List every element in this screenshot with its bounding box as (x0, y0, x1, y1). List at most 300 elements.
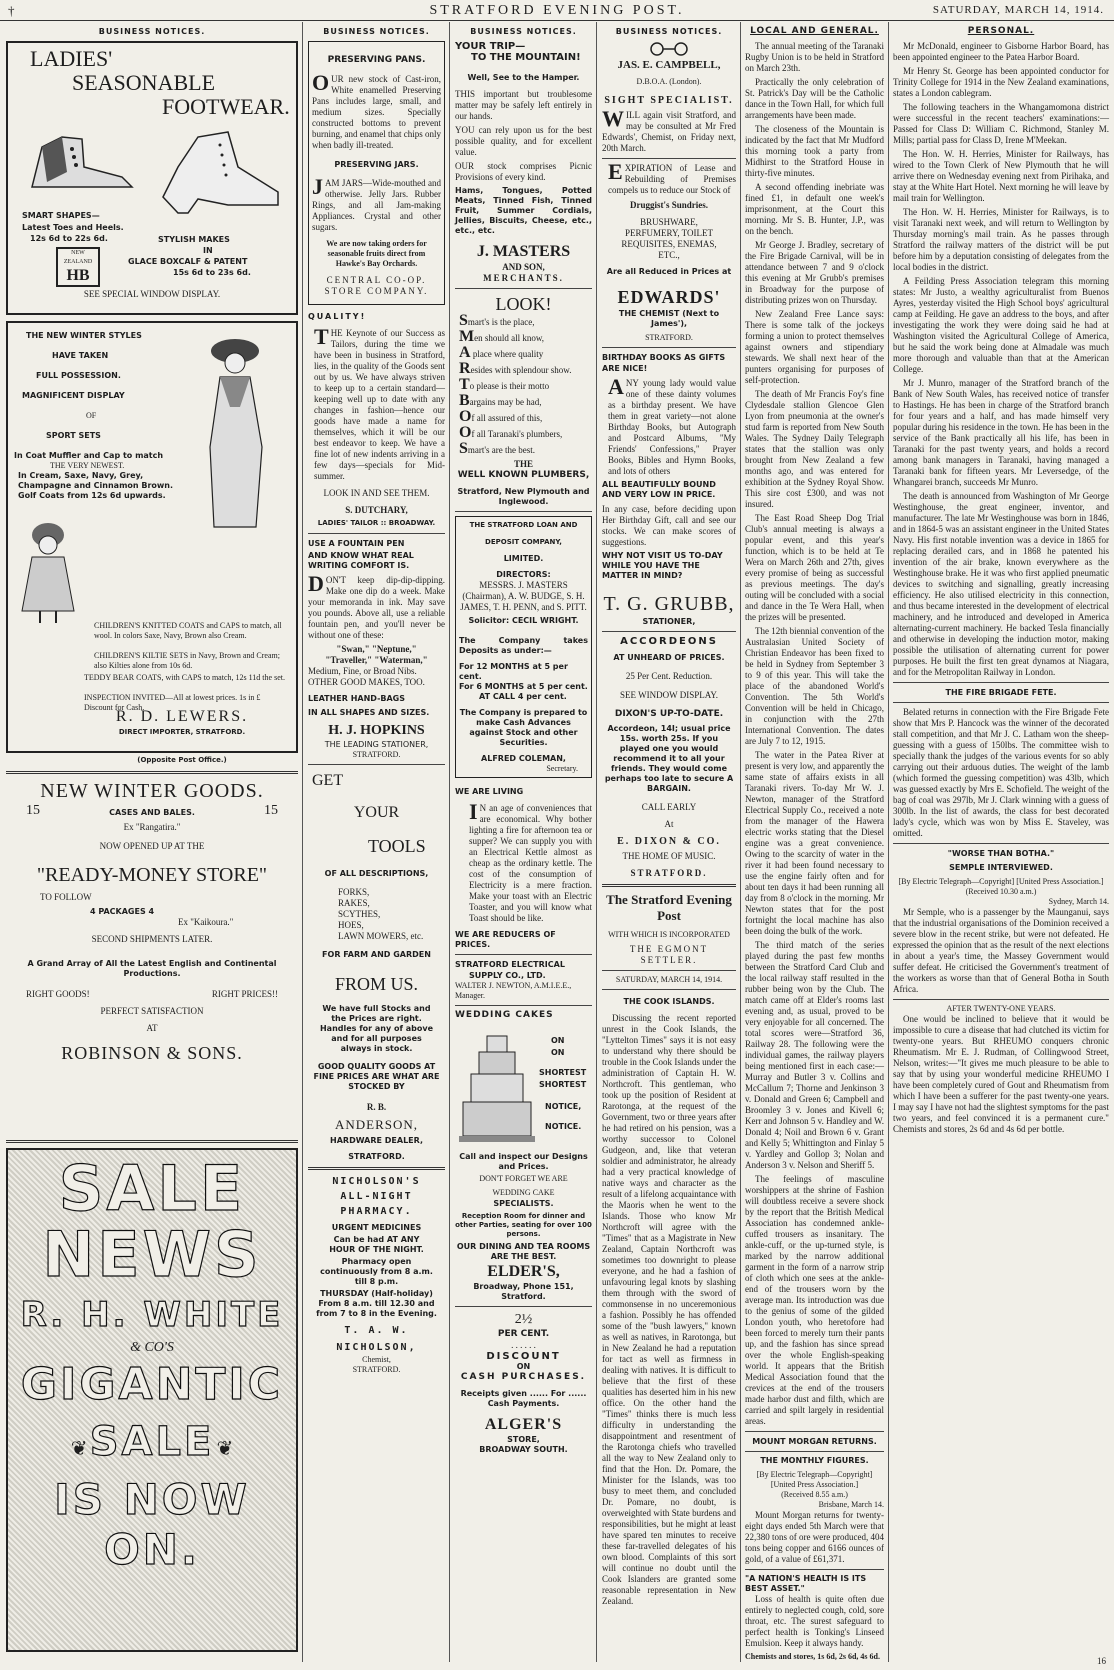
column-rule (888, 22, 889, 1662)
quality-body: THE Keynote of our Success as Tailors, during the time we have been in business in Stratford, lies, in the quality of the Goods sent out by us. We have always striven to keep up to a certain standard—keeping well up to date with any changes in fashion—hence our goods have made a name for themselves, which it will be our best endeavor to keep. We have a fine lot of new indents arriving in a few days—specials for Mid-summer. (314, 324, 445, 481)
lewers-importer: DIRECT IMPORTER, STRATFORD. (118, 728, 246, 736)
bags-sub: IN ALL SHAPES AND SIZES. (308, 708, 430, 717)
divider (893, 682, 1109, 683)
cake-illustration (457, 1026, 537, 1146)
masters-name: J. MASTERS (476, 243, 571, 260)
dutchary-ad (308, 311, 445, 529)
nicholson-title-3: PHARMACY. (340, 1206, 413, 1217)
birthday-title: BIRTHDAY BOOKS AS GIFTS ARE NICE! (602, 353, 726, 373)
reception-room: Reception Room for dinner and other Parties, seating for over 100 persons. (455, 1212, 592, 1238)
paper-incorporated: WITH WHICH IS INCORPORATED (608, 930, 730, 939)
section-header: BUSINESS NOTICES. (323, 27, 430, 36)
urgent-medicines: URGENT MEDICINES (331, 1223, 422, 1232)
electrical-title-1: STRATFORD ELECTRICAL (455, 960, 565, 969)
rely-para: YOU can rely upon us for the best possible quality, and for excellent value. (455, 125, 592, 157)
section-header: BUSINESS NOTICES. (615, 27, 723, 36)
can-be-had: Can be had AT ANY HOUR OF THE NIGHT. (329, 1235, 424, 1254)
cake-on-2: ON (551, 1048, 565, 1057)
glace-patent: GLACE BOXCALF & PATENT (128, 257, 248, 266)
issue-date: SATURDAY, MARCH 14, 1914. (932, 4, 1104, 16)
ex-kaikoura: Ex "Kaikoura." (178, 917, 234, 927)
local-para: A second offending inebriate was fined £1, in default one week's imprisonment, at the Court this morning. Mr S. B. Hunter, J.P., was on the bench. (745, 182, 884, 236)
ex-rangatira: Ex "Rangatira." (123, 822, 181, 832)
divider (893, 843, 1109, 844)
look-in: LOOK IN AND SEE THEM. (323, 488, 430, 498)
local-para: The third match of the series played during the past few months between the Stratford Card Club and the local railway staff resulted in the rubber being won by the Club. The match came off at Elder's rooms last evening and, as usual, proved to be very enjoyable for all concerned. The total scores were—Stratford 36, Railway 28. The following were the individual games, the railway players being mentioned first in each case:—Murray and Butler 3 v. Collins and McCallum 7; Thorne and Jenkinson 3 v. Donald and Green 6; Campbell and Broomley 3 v. Jones and Kivell 6; Kerr and Johnson 5 v. Handley and W. Donald 4; Noil and Brown 6 v. Grant and Kelly 5; Whittington and Finlay 5 v. Yardley and Gollop 3; Nolan and Anderson 3 v. Nelson and Sheriff 5. (745, 940, 884, 1170)
look-title: LOOK! (495, 294, 552, 314)
grubb-name: T. G. GRUBB, (603, 593, 735, 615)
column-rule (302, 22, 303, 1662)
divider (455, 1306, 592, 1307)
loan-limited: LIMITED. (503, 554, 544, 563)
in-any-case: In any case, before deciding upon Her Birthday Gift, call and see our stocks. We can make scores of suggestions. (602, 504, 736, 547)
electrical-manager: WALTER J. NEWTON, A.M.I.E.E., Manager. (455, 981, 572, 1000)
sale-word-3-row (8, 1419, 296, 1465)
loan-twelve: For 12 MONTHS at 5 per cent. (459, 662, 568, 681)
loan-deposits: The Company takes Deposits as under:— (459, 636, 588, 655)
hopkins-name: H. J. HOPKINS (328, 723, 425, 738)
farm-garden: FOR FARM AND GARDEN (322, 950, 431, 959)
descriptions: OF ALL DESCRIPTIONS, (324, 869, 429, 878)
acrostic-line: Men should all know, (459, 328, 545, 345)
cake-specialists-1: WEDDING CAKE (492, 1188, 555, 1197)
glace-price: 15s 6d to 23s 6d. (173, 268, 251, 277)
hardware-dealer: HARDWARE DEALER, (330, 1136, 423, 1145)
right-row (26, 989, 278, 1000)
sale-now-on: IS NOW ON. (54, 1475, 250, 1574)
morgan-place: Brisbane, March 14. (818, 1500, 884, 1509)
morgan-received: (Received 8.55 a.m.) (781, 1490, 848, 1499)
acrostic-line: Smart's are the best. (459, 440, 536, 457)
winter-l11: Golf Coats from 12s 6d upwards. (18, 491, 166, 500)
cases-bales: CASES AND BALES. (109, 808, 195, 817)
badge-logo-icon: HB (66, 267, 90, 284)
orders-note: We are now taking orders for seasonable fruits direct from Hawke's Bay Orchards. (326, 239, 427, 268)
morgan-title: MOUNT MORGAN RETURNS. (752, 1437, 877, 1446)
call-early: CALL EARLY (641, 802, 697, 812)
footwear-ad (6, 41, 298, 315)
masters-merchants: MERCHANTS. (483, 273, 564, 283)
pen-sub: AND KNOW WHAT REAL WRITING COMFORT IS. (308, 551, 414, 570)
grubb-stationer: STATIONER, (642, 617, 696, 626)
elders-address: Broadway, Phone 151, Stratford. (473, 1282, 574, 1301)
alger-name: ALGER'S (484, 1416, 563, 1433)
winter-l2: HAVE TAKEN (52, 351, 109, 360)
divider (745, 1451, 884, 1452)
pharmacy-open: Pharmacy open continuously from 8 a.m. till 8 p.m. (320, 1257, 433, 1286)
local-para: The water in the Patea River at present is very low, and apparently the same state of affairs exists in all Taranaki rivers. To-day Mr W. J. Newton, manager of the Stratford Electrical Supply Co., received a note from the manager of the Hawera electric works stating that the Diesel engine was a great convenience. Owing to the scarcity of water in the river it had been found necessary to use the engine fairly often and for about ten days it had been running all day from 8 o'clock in the morning. Mr Newton states that for the post fortnight the local machine has also been doing the bulk of the work. (745, 750, 884, 936)
right-goods: RIGHT GOODS! (26, 989, 90, 999)
masters-son: AND SON, (502, 262, 545, 272)
robinson-ad (6, 779, 298, 1135)
perfect-satisfaction: PERFECT SATISFACTION (100, 1006, 204, 1016)
winter-l5: OF (86, 411, 97, 420)
campbell-dboa: D.B.O.A. (London). (636, 77, 702, 86)
why-not-visit: WHY NOT VISIT US TO-DAY WHILE YOU HAVE THE MATTER IN MIND? (602, 551, 723, 580)
sight-specialist: SIGHT SPECIALIST. (604, 95, 734, 106)
divider (6, 1140, 298, 1143)
bags-title: LEATHER HAND-BAGS (308, 694, 406, 703)
cook-title: THE COOK ISLANDS. (623, 997, 715, 1006)
cases-row (26, 805, 278, 818)
section-header: LOCAL AND GENERAL. (750, 26, 879, 36)
sale-gigantic: GIGANTIC (20, 1359, 284, 1410)
beautifully-bound: ALL BEAUTIFULLY BOUND AND VERY LOW IN PRICE. (602, 480, 716, 499)
divider (455, 288, 592, 289)
fete-body: Belated returns in connection with the Fire Brigade Fete show that Mrs P. Hancock was the winner of the decorated stall competition, and that Mr J. C. Latham won the sheep-guessing with a guess of 150lbs. The committee wish to specially thank the judges of the various events for so ably carrying out their arduous duties. The weight of the lamb (which formed the guessing competition) was 43lb, which was guessed exactly by Mrs E. Schofield. The weight of the bag of coal was 297lb, Mr J. Clark winning with a guess of 300lb. In the list of awards, the class for best decorated lady's cycle, which was won by Miss E. Staveley, was omitted. (893, 707, 1109, 838)
personal-para: Mr J. Munro, manager of the Stratford branch of the Bank of New South Wales, has received notice of transfer to Hastings. He has been in charge of the Stratford branch for four years and a half, and has made himself very popular during his residence in the town. He has been in the service of the Bank practically all his life, has been in Taranaki for the past twenty years, and holds a record among bank managers in Taranaki, having managed a Taranaki bank for fifteen years. Mr Leversedge, of the Whangarei branch, succeeds Mr Munro. (893, 378, 1109, 487)
cases-count-left: 15 (26, 803, 40, 818)
unheard-prices: AT UNHEARD OF PRICES. (613, 653, 725, 662)
local-para: The annual meeting of the Taranaki Rugby Union is to be held in Stratford on March 23th. (745, 41, 884, 73)
sale-word-1: SALE (58, 1152, 246, 1225)
lewers-name: R. D. LEWERS. (115, 708, 249, 725)
botha-byline: [By Electric Telegraph—Copyright] [United Press Association.] (898, 877, 1104, 886)
acrostic-line: To please is their motto (459, 376, 550, 393)
anderson-name: ANDERSON, (334, 1117, 419, 1132)
pen-title: USE A FOUNTAIN PEN (308, 539, 405, 548)
spectacles-icon (602, 41, 736, 60)
anderson-initials: R. B. (366, 1102, 387, 1112)
director-list: MESSRS. J. MASTERS (Chairman), A. W. BUDGE, S. H. JAMES, T. H. PENN, and S. PITT. (460, 580, 587, 612)
druggist-sundries: Druggist's Sundries. (629, 200, 709, 210)
footwear-title-1: LADIES' (30, 46, 113, 71)
divider (893, 702, 1109, 703)
divider (455, 1005, 592, 1006)
central-co-op: CENTRAL CO-OP. STORE COMPANY. (324, 275, 429, 296)
discount-word: DISCOUNT (486, 1351, 561, 1362)
campbell-ad (602, 41, 736, 154)
boot-illustration (22, 127, 142, 197)
winter-l9: In Cream, Saxe, Navy, Grey, (18, 471, 144, 480)
cash-purchases: CASH PURCHASES. (460, 1372, 587, 1382)
elders-name: ELDER'S, (487, 1263, 560, 1280)
alger-address: BROADWAY SOUTH. (479, 1445, 568, 1454)
acrostic-line: Bargains may be had, (459, 392, 542, 409)
nz-badge-text: NEW ZEALAND (63, 250, 93, 265)
pen-body: DON'T keep dip-dip-dipping. Make one dip do a week. Make your memoranda in ink. May save you pounds. Above all, use a reliable fountain pen, and you'll never be without one of these: (308, 571, 445, 640)
acrostic-line: Smart's is the place, (459, 312, 535, 329)
cake-notice-1: NOTICE, (545, 1102, 582, 1111)
botha-sub: SEMPLE INTERVIEWED. (949, 863, 1053, 872)
shoe-illustration (158, 127, 288, 217)
elders-ad (455, 1010, 592, 1242)
sale-ad (6, 1148, 298, 1652)
divider (455, 954, 592, 955)
stylish-makes: STYLISH MAKES (158, 235, 230, 244)
acrostic (459, 312, 592, 457)
divider (308, 533, 445, 534)
winter-l4: MAGNIFICENT DISPLAY (22, 391, 125, 400)
local-para: The death of Mr Francis Foy's fine Clydesdale stallion Glencoe Glen Lyon from pneumonia at the owner's stud farm is reported from New South Wales. The Sydney Daily Telegraph states that the stallion was only brought from New Zealand a few months ago, and was entered for exhibition at the Sydney Royal Show. This sire cost £300, and was not insured. (745, 389, 884, 509)
receipts-given: Receipts given ...... For ...... Cash Payments. (460, 1389, 587, 1408)
loan-coleman: ALFRED COLEMAN, (481, 754, 566, 763)
fete-title: THE FIRE BRIGADE FETE. (945, 688, 1057, 697)
cake-on-1: ON (551, 1036, 565, 1045)
divider (602, 347, 736, 348)
from-us: FROM US. (334, 974, 419, 994)
column-4 (602, 24, 736, 1644)
loan-advances: The Company is prepared to make Cash Advances against Stock and other Securities. (459, 708, 588, 747)
loan-title-2: DEPOSIT COMPANY, (485, 538, 562, 546)
discount-on: ON (516, 1362, 531, 1371)
personal-para: A Feilding Press Association telegram this morning states: Mr Justo, a wealthy agriculturalist from Buenos Ayres, yesterday visited the High School boys' agricultural camp at Feilding. He gave an address to the boys, and after investigating the work they were doing said he had at Washington visited the Agricultural College of America, but he said the work being done at Almadale was much more thorough and valuable than that at the American College. (893, 276, 1109, 374)
full-stocks: We have full Stocks and the Prices are right. Handles for any of above and for all purposes always in stock. (319, 1004, 434, 1053)
paper-nameplate (602, 892, 736, 990)
plumbers-the: THE (513, 459, 533, 469)
campbell-name: JAS. E. CAMPBELL, (617, 59, 721, 71)
local-para: New Zealand Free Lance says: There is some talk of the jockeys forming a union to protect themselves against owners and stipendiary stewards. We shall next hear of the punters organising for purposes of self-protection. (745, 309, 884, 385)
lewers-opposite: (Opposite Post Office.) (137, 756, 227, 764)
hopkins-stationer: THE LEADING STATIONER, (324, 740, 429, 749)
new-winter-goods: NEW WINTER GOODS. (40, 780, 264, 802)
botha-received: (Received 10.30 a.m.) (965, 887, 1037, 896)
cake-notice-2: NOTICE. (545, 1122, 582, 1131)
loan-ad (455, 516, 592, 778)
loan-solicitor: Solicitor: CECIL WRIGHT. (468, 616, 579, 625)
health-price: Chemists and stores, 1s 6d, 2s 6d, 4s 6d. (745, 1652, 880, 1661)
teddy-coats: TEDDY BEAR COATS, with CAPS to match, 12s 11d the set. (84, 673, 285, 682)
smart-shapes: SMART SHAPES— (22, 211, 100, 220)
local-para: The 12th biennial convention of the Australasian United Society of Christian Endeavor has been fixed to be held in Sydney from September 3 to 9 of this year. This will take the place of the abandoned World's Convention. The 5th World's Convention will be held in Chicago, in conjunction with the 27th International Convention. The dates are July 7 to 12, 1915. (745, 626, 884, 746)
provisions-list: Hams, Tongues, Potted Meats, Tinned Fish, Tinned Fruit, Summer Cordials, Jellies, Biscuits, Cheese, etc., etc., etc. (455, 186, 592, 235)
trip-title-2: TO THE MOUNTAIN! (471, 52, 581, 63)
get-word: GET (312, 772, 344, 789)
morgan-body: Mount Morgan returns for twenty-eight days ended 5th March were that 22,380 tons of ore were produced, 404 tons being copper and 6166 ounces of gold, of a value of £61,371. (745, 1510, 884, 1564)
hopkins-ad (308, 538, 445, 760)
tool-list (338, 887, 445, 942)
home-of-music: THE HOME OF MUSIC. (622, 851, 716, 861)
nicholson-chemist: Chemist, (362, 1355, 391, 1364)
tool-item: SCYTHES, (338, 909, 381, 919)
local-para: Practically the only celebration of St. Patrick's Day will be the Catholic dance in the Town Hall, for which full arrangements have been made. (745, 77, 884, 120)
anderson-ad (308, 771, 445, 1162)
nz-badge (56, 247, 100, 287)
trip-title-1: YOUR TRIP— (455, 41, 526, 52)
masthead-mark: † (8, 3, 15, 18)
column-6 (893, 24, 1109, 1644)
pen-other: OTHER GOOD MAKES, TOO. (308, 677, 425, 687)
birthday-body: ANY young lady would value one of these dainty volumes as a birthday present. We have them in great variety—not alone Birthday Books, but Autograph and Postcard Albums, "My Friends' Confessions," Prayer Books, Bibles and Hymn Books, and lots of others (608, 374, 736, 476)
paper-title: The Stratford Evening Post (606, 892, 732, 923)
to-follow: TO FOLLOW (40, 892, 92, 902)
winter-l8: THE VERY NEWEST. (50, 461, 125, 470)
lewers-ad (6, 321, 298, 753)
reduced-prices: Are all Reduced in Prices at (606, 267, 732, 276)
morgan-byline: [By Electric Telegraph—Copyright] [United Press Association.] (756, 1470, 873, 1489)
cake-specialists-2: SPECIALISTS. (493, 1199, 554, 1208)
wedding-title: WEDDING CAKES (455, 1010, 554, 1020)
edwards-name: EDWARDS' (617, 287, 721, 307)
winter-l1: THE NEW WINTER STYLES (26, 331, 142, 340)
ornament-icon: ❦ (216, 1438, 234, 1460)
acrostic-line: Of all assured of this, (459, 408, 543, 425)
electrical-title-2: SUPPLY CO., LTD. (469, 971, 546, 980)
divider (745, 1569, 884, 1570)
personal-para: Mr Henry St. George has been appointed conductor for Trinity College for 1914 in the New Zealand examinations, states a London cablegram. (893, 66, 1109, 98)
preserving-pans-body: OUR new stock of Cast-iron, White enamelled Preserving Pans includes large, small, and medium sizes. Specially constructed bottoms to prevent burning, and enamel that chips only when badly ill-treated. (312, 70, 441, 150)
cook-body: Discussing the recent reported unrest in the Cook Islands, the "Lyttelton Times" says it is not easy to understand why there should be trouble in the Cook Islands under the administration of Captain H. W. Northcroft. This gentleman, who took up the position of Resident at Rarotonga, at the request of the Government, two or three years after he had retired on his pension, was a worthy successor to Colonel Gudgeon, and, like that veteran soldier and administrator, he already had a very practical knowledge of native ways and character as the result of a lifelong acquaintance with the Maoris when he went to the Islands. Those who know Mr Northcroft will agree with the "Times" that as a Magistrate in New Zealand, Captain Northcroft was sometimes too downright to please everyone, and he had a fashion of unfavouring legal knots by slashing them through with the sword of commonsense in no unceremonious a fashion. Possibly he has offended some of the "bush lawyers," known as well as natives, in Rarotonga, but in New Zealand he had a reputation for tact as well as firmness in dealing with natives. It is difficult to believe that the first of these qualities has deserted him in his new office. On the other hand the "Times" thinks there is much less difficulty in understanding the disappointment and resentment of the Rarotonga chiefs who travelled all the way to New Zealand only to find that the Hon. Dr. Pomare, the Minister for the Islands, was too busy to meet them, and concluded Dr. Pomare, no doubt, is overweighted with State burdens and responsibilities, but he might at least have spared ten minutes to receive these far-travelled delegates of his own blood. Complaints of this sort will continue no doubt until the Cook Islanders are granted some reasonable representation in New Zealand. (602, 1013, 736, 1606)
alger-ad (455, 1311, 592, 1455)
footwear-title-2: SEASONABLE (72, 70, 216, 95)
divider (308, 1167, 445, 1170)
dutchary-name: S. DUTCHARY, (345, 505, 408, 515)
tool-item: LAWN MOWERS, etc. (338, 931, 424, 941)
acrostic-line: Of all Taranaki's plumbers, (459, 424, 563, 441)
divider (602, 884, 736, 887)
divider (602, 631, 736, 632)
pen-nibs: Medium, Fine, or Broad Nibs. (308, 666, 417, 676)
winter-l6: SPORT SETS (46, 431, 101, 440)
dixon-name: E. DIXON & CO. (617, 836, 721, 847)
section-header: BUSINESS NOTICES. (98, 27, 206, 36)
discount-rate: 2½ (514, 1312, 533, 1327)
botha-title: "WORSE THAN BOTHA." (947, 849, 1055, 858)
nicholson-initials: T. A. W. (344, 1325, 409, 1336)
grand-array: A Grand Array of All the Latest English and Continental Productions. (27, 959, 277, 978)
column-rule (740, 22, 741, 1662)
divider (745, 1431, 884, 1432)
page-number: 16 (1097, 1656, 1106, 1666)
inspection-invited: INSPECTION INVITED—All at lowest prices. 1s in £ Discount for Cash. (84, 693, 261, 712)
page-title: STRATFORD EVENING POST. (429, 3, 685, 18)
dixons-body: Accordeon, 14I; usual price 15s. worth 25s. If you played one you would recommend it to all your friends. They would come perhaps too late to secure A BARGAIN. (604, 724, 734, 793)
acrostic-line: A place where quality (459, 344, 544, 361)
masthead (0, 0, 1114, 21)
living-title: WE ARE LIVING (455, 787, 524, 796)
second-shipments: SECOND SHIPMENTS LATER. (91, 934, 213, 944)
column-5 (745, 24, 884, 1661)
toes-price: 12s 6d to 22s 6d. (30, 234, 108, 243)
stylish-in: IN (203, 246, 213, 255)
important-para: THIS important but troublesome matter may be safely left entirely in our hands. (455, 89, 592, 121)
sale-owner: R. H. WHITE (20, 1295, 284, 1335)
expiration-body: EXPIRATION of Lease and Rebuilding of Premises compels us to reduce our Stock of (608, 159, 736, 195)
now-opened: NOW OPENED UP AT THE (99, 841, 205, 851)
your-word: YOUR (353, 804, 400, 821)
cake-shortest-2: SHORTEST (539, 1080, 587, 1089)
loan-call: AT CALL 4 per cent. (479, 692, 567, 701)
knitted-coats: CHILDREN'S KNITTED COATS and CAPS to match, all wool. In colors Saxe, Navy, Brown also Cream. (94, 621, 282, 640)
health-title: "A NATION'S HEALTH IS ITS BEST ASSET." (745, 1574, 867, 1593)
edwards-town: STRATFORD. (645, 333, 693, 342)
local-para: The closeness of the Mountain is indicated by the fact that Mr Mudford this morning took a party from Midhirst to the Stratford House in thirty-five minutes. (745, 124, 884, 178)
tool-item: HOES, (338, 920, 364, 930)
sundries-list: BRUSHWARE, PERFUMERY, TOILET REQUISITES, ENEMAS, ETC., (621, 217, 717, 260)
stock-para: OUR stock comprises Picnic Provisions of every kind. (455, 161, 592, 182)
child-illustration (18, 519, 88, 624)
masters-ad (455, 41, 592, 284)
dining-rooms: OUR DINING AND TEA ROOMS ARE THE BEST. (456, 1242, 591, 1261)
local-para: The East Road Sheep Dog Trial Club's annual meeting is always a popular event, and this year's function, which is to be held at Te Wera on March 26th and 27th, gives every promise of being as successful as previous meetings. The day's outing will be concluded with a social and dance in the Te Wera Hall, when the prizes will be presented. (745, 513, 884, 622)
winter-l7: In Coat Muffler and Cap to match (14, 451, 164, 460)
sale-word-3: SALE (89, 1419, 215, 1465)
reducers: WE ARE REDUCERS OF PRICES. (455, 930, 556, 949)
cake-shortest-1: SHORTEST (539, 1068, 587, 1077)
quality-title: QUALITY! (308, 312, 367, 321)
column-1 (6, 24, 298, 1644)
loan-six: For 6 MONTHS at 5 per cent. (459, 682, 588, 691)
health-body: Loss of health is quite often due entirely to neglected cough, cold, sore throat, etc. The surest safeguard to perfect health is Tonking's Linseed Emulsion. Keep it always handy. (745, 1594, 884, 1648)
reduction-note: 25 Per Cent. Reduction. (625, 671, 713, 681)
dutchary-tailor: LADIES' TAILOR :: BROADWAY. (317, 519, 436, 527)
inspect-designs: Call and inspect our Designs and Prices. (459, 1152, 588, 1171)
nicholson-ad (308, 1176, 445, 1375)
pen-names-2: "Traveller," "Waterman," (325, 655, 428, 665)
personal-para: The death is announced from Washington of Mr George Westinghouse, the great engineer, inventor, and manufacturer. The late Mr Westinghouse was born in 1846, and in 1864-5 was an assistant engineer in the United States Navy. His first notable invention was a device in 1865 for replacing derailed cars, and in 1868 he patented his invention of the air brake, known everywhere as the Westinghouse brake. He it was who first applied pneumatic devices to switching and signalling, greatly increasing efficiency. He also utilised electricity in this connection, and thus became interested in the development of electrical machinery, and he introduced and developed in America alternating-current machinery. He backed Tesla financially and otherwise in developing the induction motor, making possible the utilisation of alternating current for power purposes. He built the first ten great dynamos at Niagara, and for the Metropolitan Railway in London. (893, 491, 1109, 677)
column-2 (308, 24, 445, 1644)
personal-para: The following teachers in the Whangamomona district were successful in the recent teachers' examinations:—Passed for Class D: William C. Richmond, Stanley M. Mills; partial pass for Class D, Irene M'Meekan. (893, 102, 1109, 145)
alger-store: STORE, (507, 1435, 540, 1444)
ready-money-store: "READY-MONEY STORE" (36, 864, 268, 886)
thursday-hours: THURSDAY (Half-holiday) From 8 a.m. till 12.30 and from 7 to 8 in the Evening. (316, 1289, 437, 1318)
section-header: BUSINESS NOTICES. (470, 27, 577, 36)
tools-word: TOOLS (368, 836, 426, 856)
personal-para: Mr McDonald, engineer to Gisborne Harbor Board, has been appointed engineer to the Patea Harbor Board. (893, 41, 1109, 62)
loan-secretary: Secretary. (546, 764, 578, 773)
co-op-ad (308, 41, 445, 305)
four-packages: 4 PACKAGES 4 (90, 907, 155, 916)
loan-directors: DIRECTORS: (496, 570, 551, 579)
winter-l10: Champagne and Cinnamon Brown. (18, 481, 174, 490)
plumbers-title: WELL KNOWN PLUMBERS, (457, 470, 590, 480)
robinson-sons: ROBINSON & SONS. (61, 1043, 243, 1063)
loan-title-1: THE STRATFORD LOAN AND (469, 521, 578, 529)
hopkins-town: STRATFORD. (352, 750, 401, 759)
accordeons-title: ACCORDEONS (620, 636, 718, 647)
local-para: The feelings of masculine worshippers at the shrine of Fashion will doubtless receive a severe shock by the report that the British Medical Association has condemned ankle-cuffed trousers as insanitary. The ankle-cuff, or the up-turned style, is marked by the narrow additional garment in the form of a narrow strip of cloth which one sees at the ankle-end of the trousers worn by the average man. Its introduction was due to the genius of some of the gilded London youth, who heretofore had been forced to merely turn their pants up, and the fashion has since spread over the whole English-speaking world. It appears that the British Medical Association found that the crevices at the end of the trousers made harbor dust and filth, which are carried and spilt largely in residential areas. (745, 1174, 884, 1426)
dixon-at: At (664, 819, 674, 829)
sight-body: WILL again visit Stratford, and may be consulted at Mr Fred Edwards', Chemist, on Friday next, 20th March. (602, 106, 736, 153)
section-header: PERSONAL. (967, 26, 1035, 36)
column-rule (449, 22, 450, 1662)
window-display: SEE SPECIAL WINDOW DISPLAY. (83, 289, 221, 299)
window-display-note: SEE WINDOW DISPLAY. (620, 690, 718, 700)
nicholson-title-1: NICHOLSON'S (332, 1176, 421, 1187)
dont-forget: DON'T FORGET WE ARE (479, 1174, 568, 1183)
edwards-ad (602, 159, 736, 343)
acrostic-line: Resides with splendour show. (459, 360, 572, 377)
ornament-icon: ❦ (70, 1438, 88, 1460)
column-rule (596, 22, 597, 1662)
cook-islands-article (602, 996, 736, 1607)
divider (893, 999, 1109, 1000)
robinson-at: AT (146, 1023, 158, 1033)
grubb-ad (602, 352, 736, 627)
lady-illustration (190, 327, 290, 537)
nicholson-name: NICHOLSON, (336, 1342, 417, 1353)
divider (6, 771, 298, 774)
morgan-sub: THE MONTHLY FIGURES. (760, 1456, 869, 1465)
tool-item: RAKES, (338, 898, 370, 908)
preserving-jars-body: JAM JARS—Wide-mouthed and otherwise. Jelly Jars. Rubber Rings, and all Jam-making Appliances. Crystal and other sugars. (312, 174, 441, 232)
cases-count-right: 15 (264, 803, 278, 818)
column-3 (455, 24, 592, 1644)
plumbers-where: Stratford, New Plymouth and Inglewood. (457, 487, 590, 506)
divider (308, 764, 445, 765)
latest-toes: Latest Toes and Heels. (22, 223, 124, 232)
divider (455, 511, 592, 512)
winter-l3: FULL POSSESSION. (36, 371, 121, 380)
kiltie-sets: CHILDREN'S KILTIE SETS in Navy, Brown and Cream; also Kilties alone from 10s 6d. (94, 651, 280, 670)
edwards-chemist: THE CHEMIST (Next to James'), (618, 309, 720, 328)
sale-word-2: NEWS (42, 1218, 262, 1291)
local-para: Mr George J. Bradley, secretary of the Fire Brigade Carnival, will be in attendance between 7 and 9 o'clock this evening at Mr Grubb's premises in Broadway for the purpose of distributing prizes won on Thursday. (745, 240, 884, 305)
right-prices: RIGHT PRICES!! (211, 989, 278, 999)
per-cent: PER CENT. (497, 1329, 550, 1339)
pen-names-1: "Swan," "Neptune," (336, 644, 417, 654)
after-title: AFTER TWENTY-ONE YEARS. (946, 1004, 1056, 1013)
